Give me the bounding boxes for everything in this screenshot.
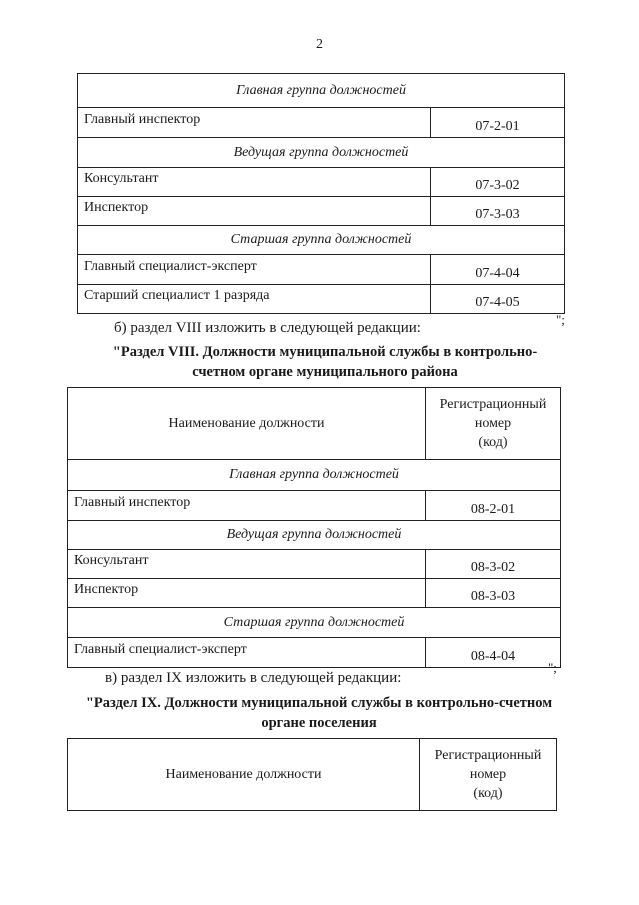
closing-quote: "; [556,312,565,327]
position-name: Главный инспектор [68,491,426,521]
position-name: Инспектор [78,197,431,226]
group-label: Ведущая группа должностей [78,138,565,168]
group-row-leading [78,138,565,168]
table-section-vii [77,73,565,314]
table-row [78,255,565,285]
table-row [68,491,561,521]
section-viii-heading [60,342,590,382]
table-header-row [68,388,561,460]
paragraph-v: в) раздел IX изложить в следующей редакции: [105,670,402,686]
position-code: 08-4-04 [426,638,561,668]
heading-line: счетном органе муниципального района [192,364,458,380]
position-name: Инспектор [68,579,426,608]
group-row-senior [68,608,561,638]
group-row-main [68,460,561,491]
group-row-leading [68,521,561,550]
section-ix-heading [55,693,583,733]
group-label: Ведущая группа должностей [68,521,561,550]
position-code: 08-3-03 [426,579,561,608]
table-row [78,285,565,314]
group-row-main [78,74,565,108]
page-number: 2 [316,37,323,52]
position-code: 07-4-05 [431,285,565,314]
table-row [68,638,561,668]
heading-line: "Раздел IX. Должности муниципальной службы в контрольно-счетном [85,695,553,711]
position-name: Главный специалист-эксперт [78,255,431,285]
heading-line: "Раздел VIII. Должности муниципальной службы в контрольно- [112,344,538,360]
position-code: 08-2-01 [426,491,561,521]
column-header-code: Регистрационный номер (код) [420,739,557,811]
position-code: 07-4-04 [431,255,565,285]
group-label: Главная группа должностей [78,74,565,108]
paragraph-b: б) раздел VIII изложить в следующей редакции: [114,320,421,336]
group-label: Главная группа должностей [68,460,561,491]
column-header-name: Наименование должности [68,739,420,811]
position-code: 07-2-01 [431,108,565,138]
position-code: 07-3-02 [431,168,565,197]
group-row-senior [78,226,565,255]
table-row [78,108,565,138]
position-name: Главный специалист-эксперт [68,638,426,668]
position-name: Консультант [68,550,426,579]
closing-quote: "; [548,660,557,675]
table-row [78,168,565,197]
group-label: Старшая группа должностей [78,226,565,255]
table-row [68,579,561,608]
table-row [78,197,565,226]
table-section-viii [67,387,561,668]
heading-line: органе поселения [261,715,377,731]
table-row [68,550,561,579]
position-code: 07-3-03 [431,197,565,226]
position-name: Консультант [78,168,431,197]
position-name: Старший специалист 1 разряда [78,285,431,314]
position-name: Главный инспектор [78,108,431,138]
table-section-ix [67,738,557,811]
table-header-row [68,739,557,811]
group-label: Старшая группа должностей [68,608,561,638]
column-header-code: Регистрационный номер (код) [426,388,561,460]
position-code: 08-3-02 [426,550,561,579]
column-header-name: Наименование должности [68,388,426,460]
